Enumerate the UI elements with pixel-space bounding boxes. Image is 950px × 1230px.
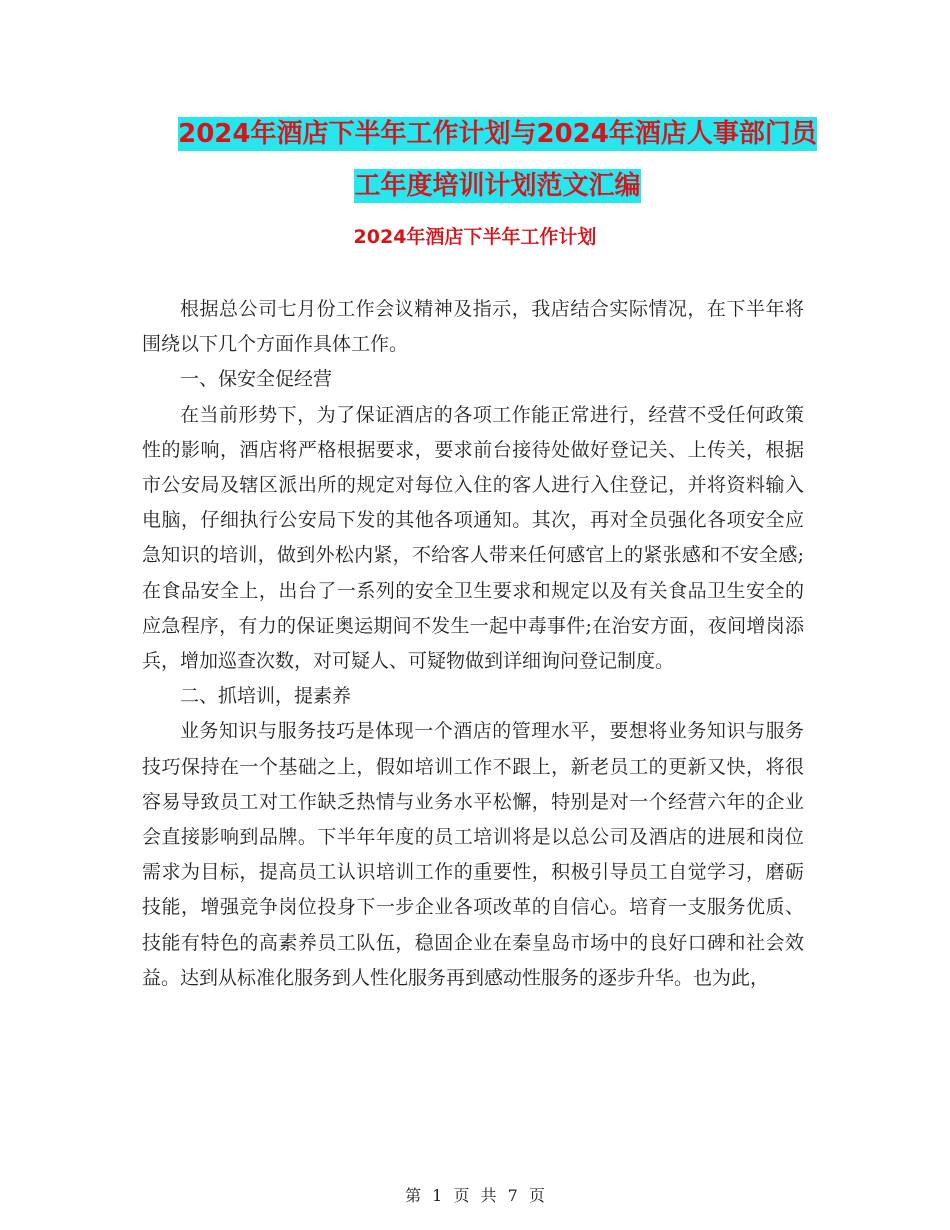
section-title: 2024年酒店下半年工作计划 xyxy=(353,226,597,248)
document-body xyxy=(142,292,804,996)
document-title-line-2: 工年度培训计划范文汇编 xyxy=(354,171,641,201)
page-footer: 第 1 页 共 7 页 xyxy=(405,1186,545,1205)
paragraph-intro: 根据总公司七月份工作会议精神及指示，我店结合实际情况，在下半年将围绕以下几个方面作具体工作。 xyxy=(142,298,804,356)
document-title xyxy=(120,108,875,212)
heading-safety: 一、保安全促经营 xyxy=(180,368,333,391)
paragraph-training: 业务知识与服务技巧是体现一个酒店的管理水平，要想将业务知识与服务技巧保持在一个基础之上，假如培训工作不跟上，新老员工的更新又快，将很容易导致员工对工作缺乏热情与业务水平松懈，特别是对一个经营六年的企业会直接影响到品牌。下半年年度的员工培训将是以总公司及酒店的进展和岗位需求为目标，提高员工认识培训工作的重要性，积极引导员工自觉学习，磨砺技能，增强竞争岗位投身下一步企业各项改革的自信心。培育一支服务优质、技能有特色的高素养员工队伍，稳固企业在秦皇岛市场中的良好口碑和社会效益。达到从标准化服务到人性化服务再到感动性服务的逐步升华。也为此， xyxy=(142,720,804,989)
heading-training: 二、抓培训，提素养 xyxy=(180,685,352,708)
document-title-line-1: 2024年酒店下半年工作计划与2024年酒店人事部门员 xyxy=(178,119,817,149)
paragraph-safety: 在当前形势下，为了保证酒店的各项工作能正常进行，经营不受任何政策性的影响，酒店将严格根据要求，要求前台接待处做好登记关、上传关，根据市公安局及辖区派出所的规定对每位入住的客人进行入住登记，并将资料输入电脑，仔细执行公安局下发的其他各项通知。其次，再对全员强化各项安全应急知识的培训，做到外松内紧，不给客人带来任何感官上的紧张感和不安全感;在食品安全上，出台了一系列的安全卫生要求和规定以及有关食品卫生安全的应急程序，有力的保证奥运期间不发生一起中毒事件;在治安方面，夜间增岗添兵，增加巡查次数，对可疑人、可疑物做到详细询问登记制度。 xyxy=(142,403,804,673)
